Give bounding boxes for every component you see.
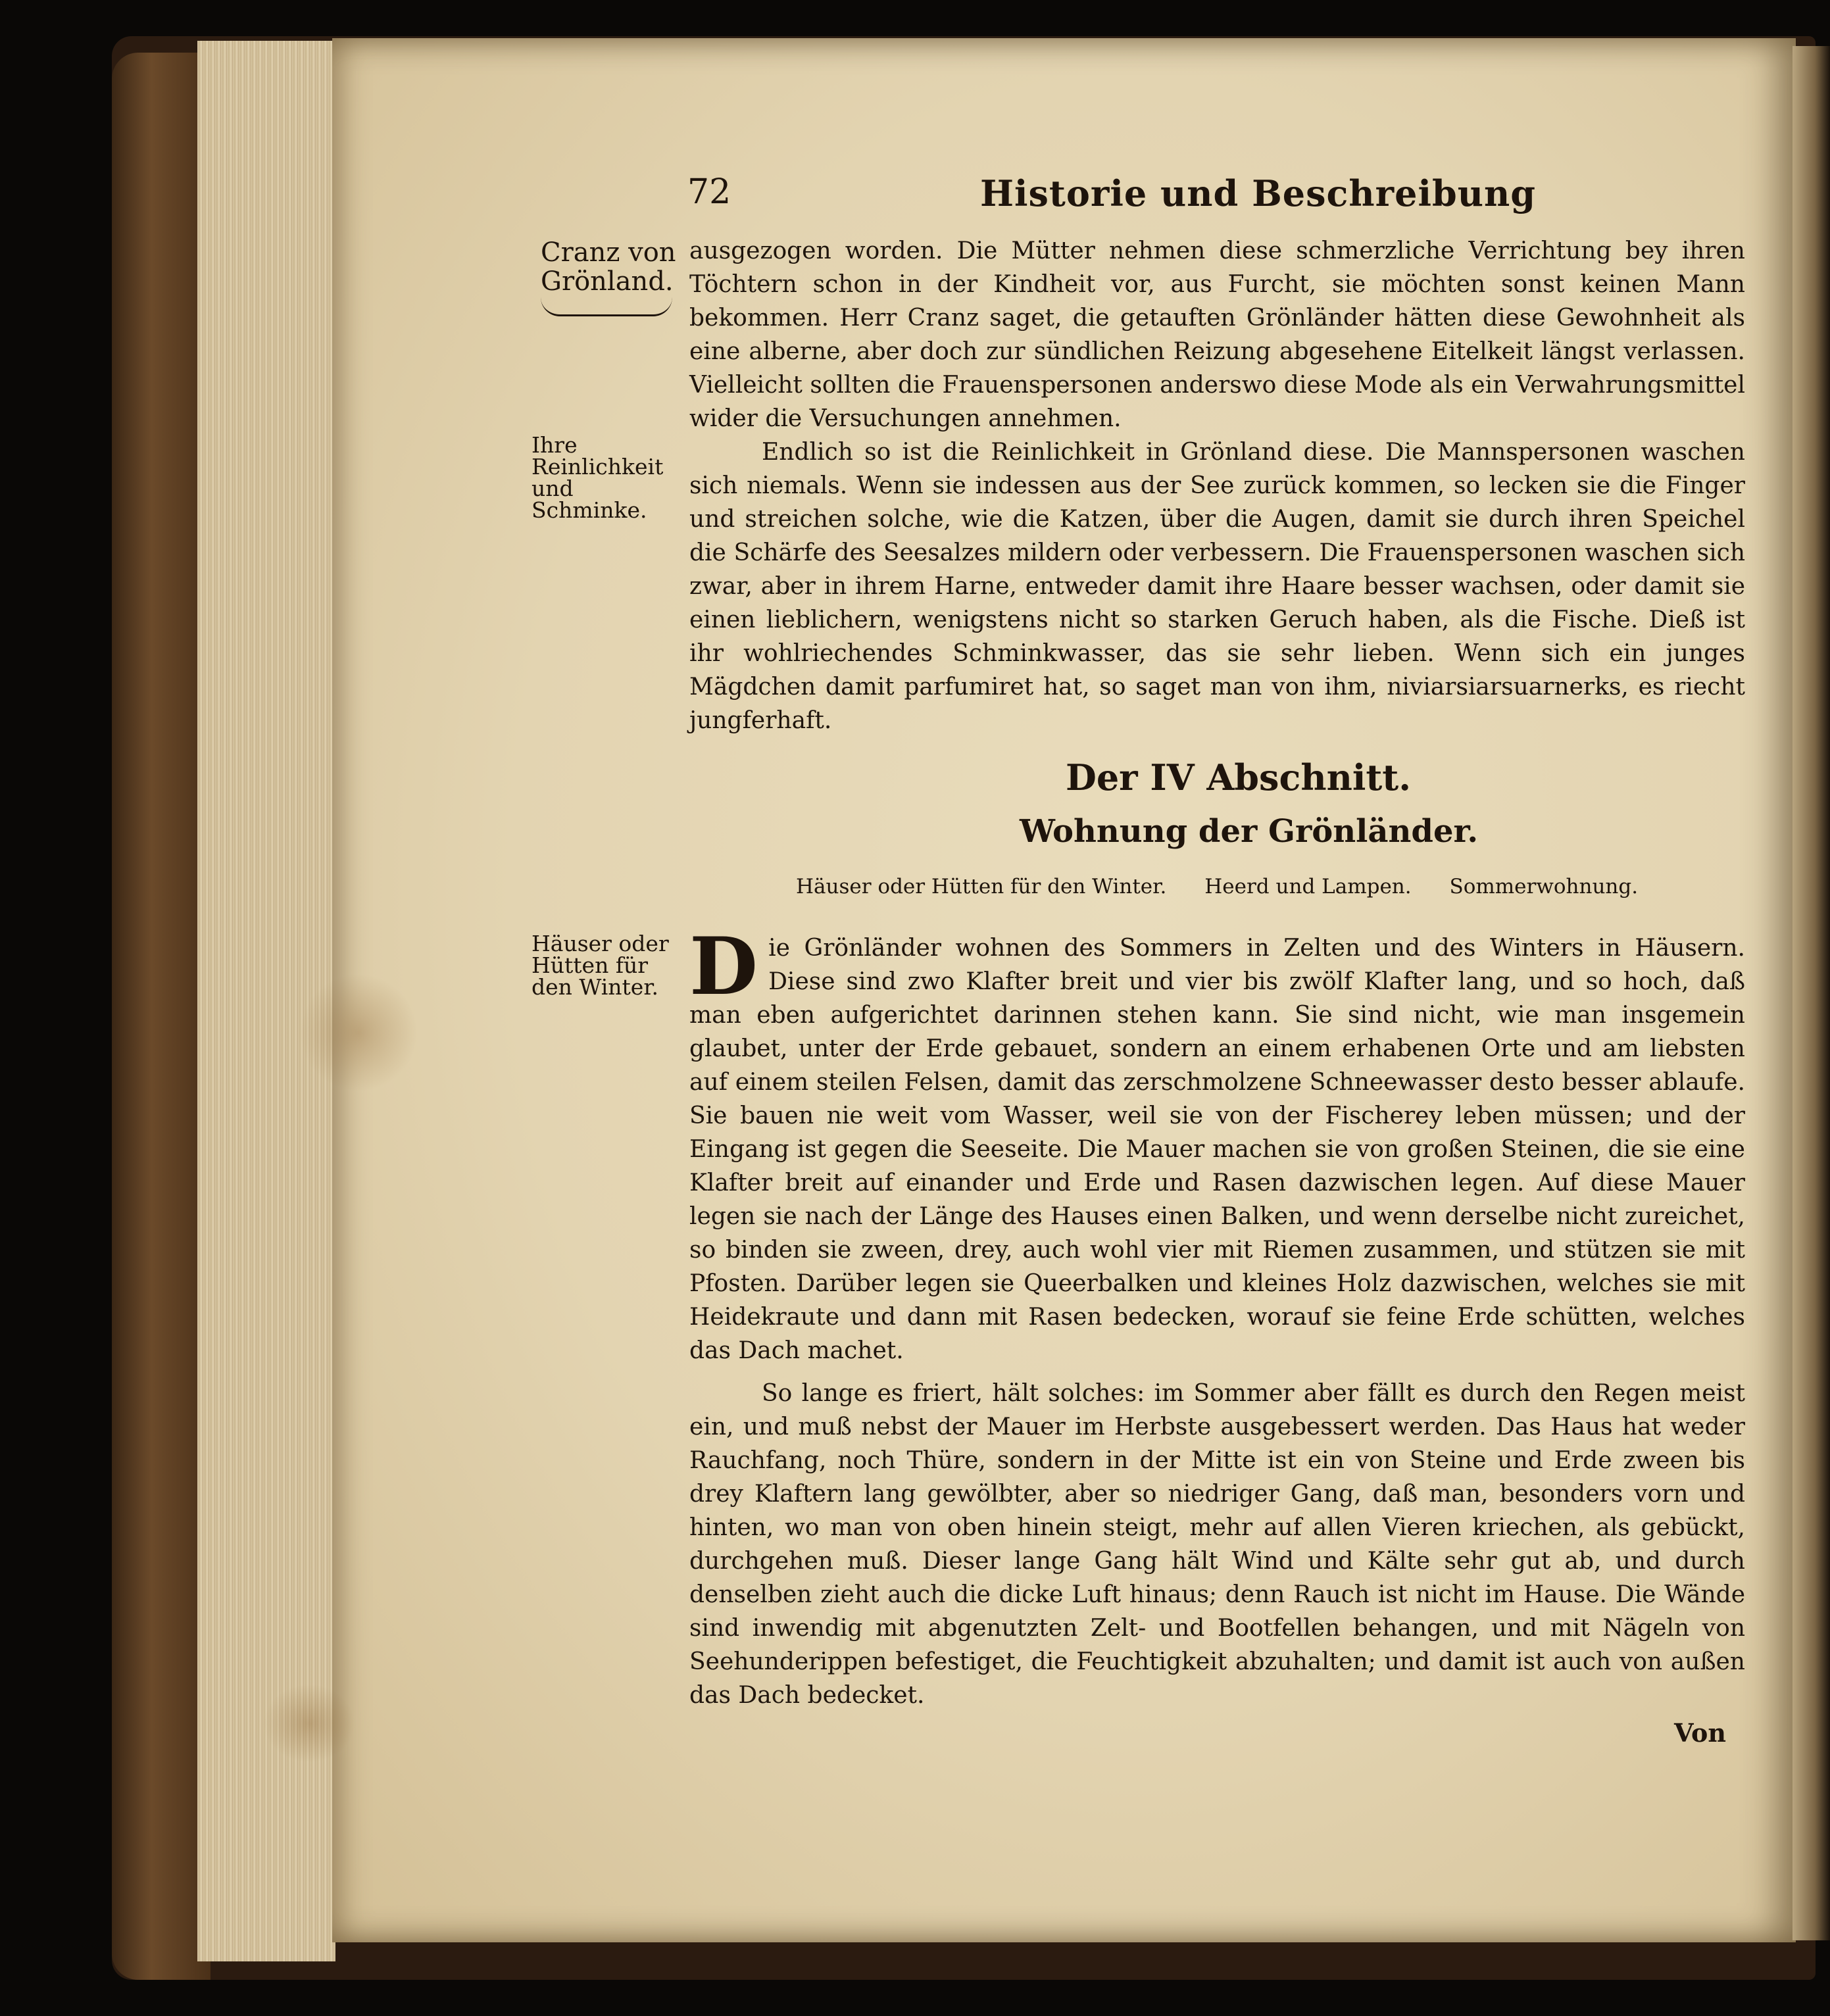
paragraph: Endlich so ist die Reinlichkeit in Grönland diese. Die Mannspersonen waschen sich niemals. Wenn sie indessen aus der See zurück kommen, so lecken sie die Finger und streichen solche, wie die Katzen, über die Augen, damit sie durch ihren Speichel die Schärfe des Seesalzes mildern oder verbessern. Die Frauenspersonen waschen sich zwar, aber in ihrem Harne, entweder damit ihre Haare besser wachsen, oder damit sie einen lieblichern, wenigstens nicht so starken Geruch haben, als die Fische. Dieß ist ihr wohlriechendes Schminkwasser, das sie sehr lieben. Wenn sich ein junges Mägdchen damit parfumiret hat, so saget man von ihm, niviarsiarsuarnerks, es riecht jungferhaft.: [689, 439, 1745, 734]
paragraph-text: ie Grönländer wohnen des Sommers in Zelten und des Winters in Häusern. Diese sind zwo Klafter breit und vier bis zwölf Klafter lang, und so hoch, daß man eben aufgerichtet darinnen stehen kann. Sie sind nicht, wie man insgemein glaubet, unter der Erde gebauet, sondern an einem erhabenen Orte und am liebsten auf einem steilen Felsen, damit das zerschmolzene Schneewasser desto besser ablaufe. Sie bauen nie weit vom Wasser, weil sie von der Fischerey leben müssen; und der Eingang ist gegen die Seeseite. Die Mauer machen sie von großen Steinen, die sie eine Klafter breit auf einander und Erde und Rasen dazwischen legen. Auf diese Mauer legen sie nach der Länge des Hauses einen Balken, und wenn derselbe nicht zureichet, so binden sie zween, drey, auch wohl vier mit Riemen zusammen, und stützen sie mit Pfosten. Darüber legen sie Queerbalken und kleines Holz dazwischen, welches sie mit Heidekraute und dann mit Rasen bedecken, worauf sie feine Erde schütten, welches das Dach machet.: [689, 935, 1745, 1364]
page-number: 72: [687, 172, 731, 212]
margin-note-source: [541, 238, 676, 316]
summary-item: Sommerwohnung.: [1449, 875, 1639, 898]
catchword: Von: [1674, 1718, 1726, 1748]
margin-note-line: Cranz von: [541, 237, 676, 268]
section-summary: [796, 875, 1669, 898]
margin-note-cleanliness: Ihre Reinlichkeit und Schminke.: [532, 432, 664, 523]
section-heading: Der IV Abschnitt.: [1066, 756, 1412, 799]
running-head: Historie und Beschreibung: [980, 172, 1536, 214]
margin-note-houses: Häuser oder Hütten für den Winter.: [532, 931, 669, 1000]
brace-ornament: [541, 297, 672, 316]
facing-page-edge: [1793, 46, 1830, 1940]
section-title: Wohnung der Grönländer.: [1020, 813, 1479, 850]
margin-note-line: Grönland.: [541, 266, 674, 297]
drop-cap: D: [689, 920, 758, 1013]
paragraph: [689, 920, 1745, 1367]
water-stain: [263, 1684, 355, 1763]
water-stain: [299, 973, 418, 1092]
summary-item: Häuser oder Hütten für den Winter.: [796, 875, 1167, 898]
paragraph: ausgezogen worden. Die Mütter nehmen diese schmerzliche Verrichtung bey ihren Töchtern schon in der Kindheit vor, aus Furcht, sie möchten sonst keinen Mann bekommen. Herr Cranz saget, die getauften Grönländer hätten diese Gewohnheit als eine alberne, aber doch zur sündlichen Reizung abgesehene Eitelkeit längst verlassen. Vielleicht sollten die Frauenspersonen anderswo diese Mode als ein Verwahrungsmittel wider die Versuchungen annehmen.: [689, 237, 1745, 432]
book-spine-leather: [112, 53, 210, 1980]
paragraph: So lange es friert, hält solches: im Sommer aber fällt es durch den Regen meist ein, und muß nebst der Mauer im Herbste ausgebessert werden. Das Haus hat weder Rauchfang, noch Thüre, sondern in der Mitte ist ein von Steine und Erde zween bis drey Klaftern lang gewölbter, aber so niedriger Gang, daß man, besonders vorn und hinten, wo man von oben hinein steigt, mehr auf allen Vieren kriechen, als gebückt, durchgehen muß. Dieser lange Gang hält Wind und Kälte sehr gut ab, und durch denselben zieht auch die dicke Luft hinaus; denn Rauch ist nicht im Hause. Die Wände sind inwendig mit abgenutzten Zelt- und Bootfellen behangen, und mit Nägeln von Seehunderippen befestiget, die Feuchtigkeit abzuhalten; und damit ist auch von außen das Dach bedecket.: [689, 1380, 1745, 1709]
summary-item: Heerd und Lampen.: [1204, 875, 1412, 898]
